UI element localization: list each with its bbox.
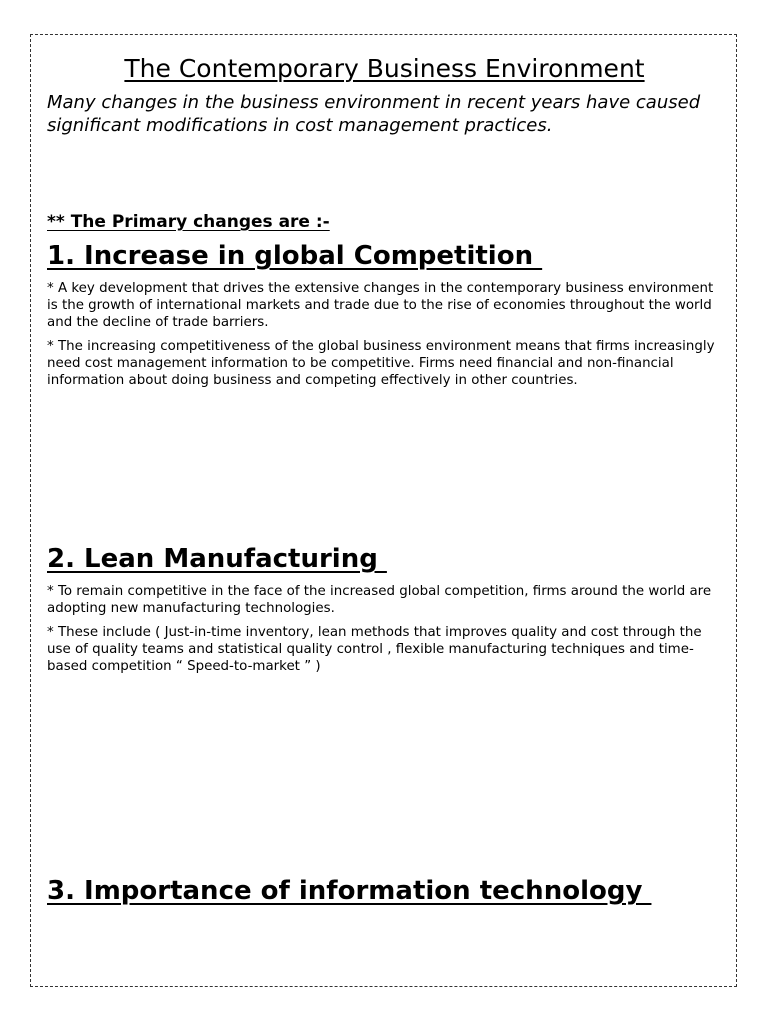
section-paragraph: * To remain competitive in the face of the increased global competition, firms around the world are adopting new manufacturing technologies. [47,584,712,616]
page-border [30,34,737,987]
intro-paragraph: Many changes in the business environment in recent years have caused significant modifications in cost management practices. [47,92,701,136]
section-paragraph: * These include ( Just-in-time inventory, lean methods that improves quality and cost through the use of quality teams and statistical quality control , flexible manufacturing techniques and time-based competition “ Speed-to-market ” ) [47,625,702,674]
page-title [47,54,722,84]
section-paragraph: * A key development that drives the extensive changes in the contemporary business environment is the growth of international markets and trade due to the rise of economies throughout the world and the decline of trade barriers. [47,281,714,330]
section-heading-global-competition: 1. Increase in global Competition [47,241,543,271]
section-heading-lean-manufacturing: 2. Lean Manufacturing [47,544,387,574]
section-heading-information-technology: 3. Importance of information technology [47,876,652,906]
page-title-text: The Contemporary Business Environment [124,54,645,83]
section-paragraph: * The increasing competitiveness of the global business environment means that firms increasingly need cost management information to be competitive. Firms need financial and non-financial information about doing business and competing effectively in other countries. [47,339,715,388]
primary-changes-heading: ** The Primary changes are :- [47,212,330,232]
